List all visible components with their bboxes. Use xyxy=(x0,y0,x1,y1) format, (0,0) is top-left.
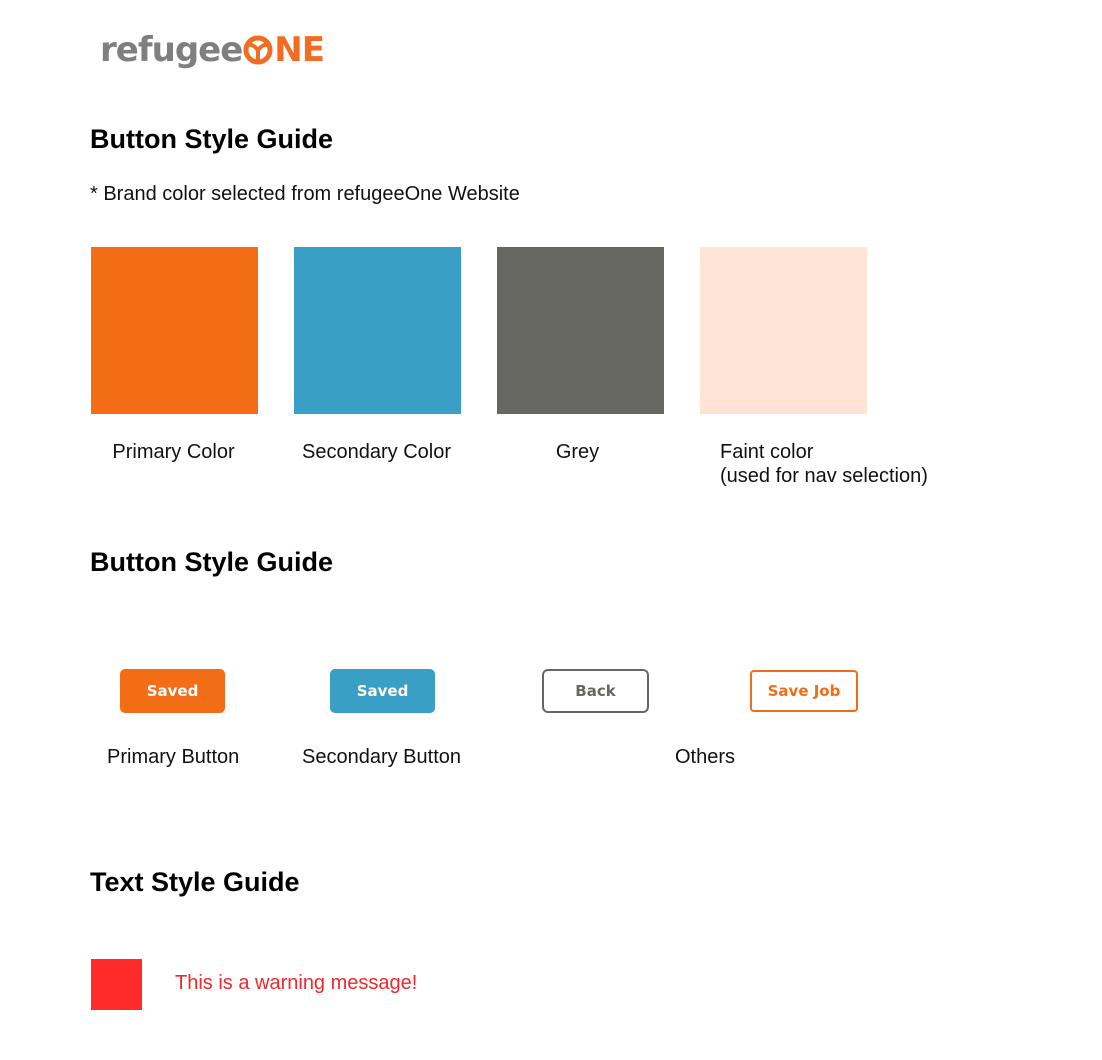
swatch-grey xyxy=(497,247,664,414)
brand-color-note: * Brand color selected from refugeeOne Website xyxy=(90,183,520,205)
swatch-secondary xyxy=(294,247,461,414)
logo-text-refugee: refugee xyxy=(100,30,243,70)
caption-primary-button: Primary Button xyxy=(107,746,240,768)
back-button[interactable]: Back xyxy=(542,669,649,713)
swatch-faint xyxy=(700,247,867,414)
warning-color-swatch xyxy=(91,959,142,1010)
caption-secondary-button: Secondary Button xyxy=(302,746,461,768)
swatch-label-primary: Primary Color xyxy=(112,441,235,463)
section-title-buttons: Button Style Guide xyxy=(90,547,333,577)
swatch-primary xyxy=(91,247,258,414)
primary-saved-button[interactable]: Saved xyxy=(120,669,225,713)
swatch-label-faint-line2: (used for nav selection) xyxy=(720,465,928,487)
save-job-button[interactable]: Save Job xyxy=(750,670,858,712)
swatch-label-secondary: Secondary Color xyxy=(302,441,451,463)
swatch-label-faint-line1: Faint color xyxy=(720,441,814,463)
refugeeone-logo xyxy=(100,28,324,72)
logo-text-ne: NE xyxy=(274,30,324,70)
swatch-label-faint xyxy=(720,440,928,488)
section-title-text: Text Style Guide xyxy=(90,867,300,897)
section-title-colors: Button Style Guide xyxy=(90,124,333,154)
logo-sprout-icon xyxy=(243,34,273,66)
caption-others: Others xyxy=(675,746,736,768)
secondary-saved-button[interactable]: Saved xyxy=(330,669,435,713)
swatch-label-grey: Grey xyxy=(555,441,600,463)
warning-message: This is a warning message! xyxy=(175,972,418,994)
